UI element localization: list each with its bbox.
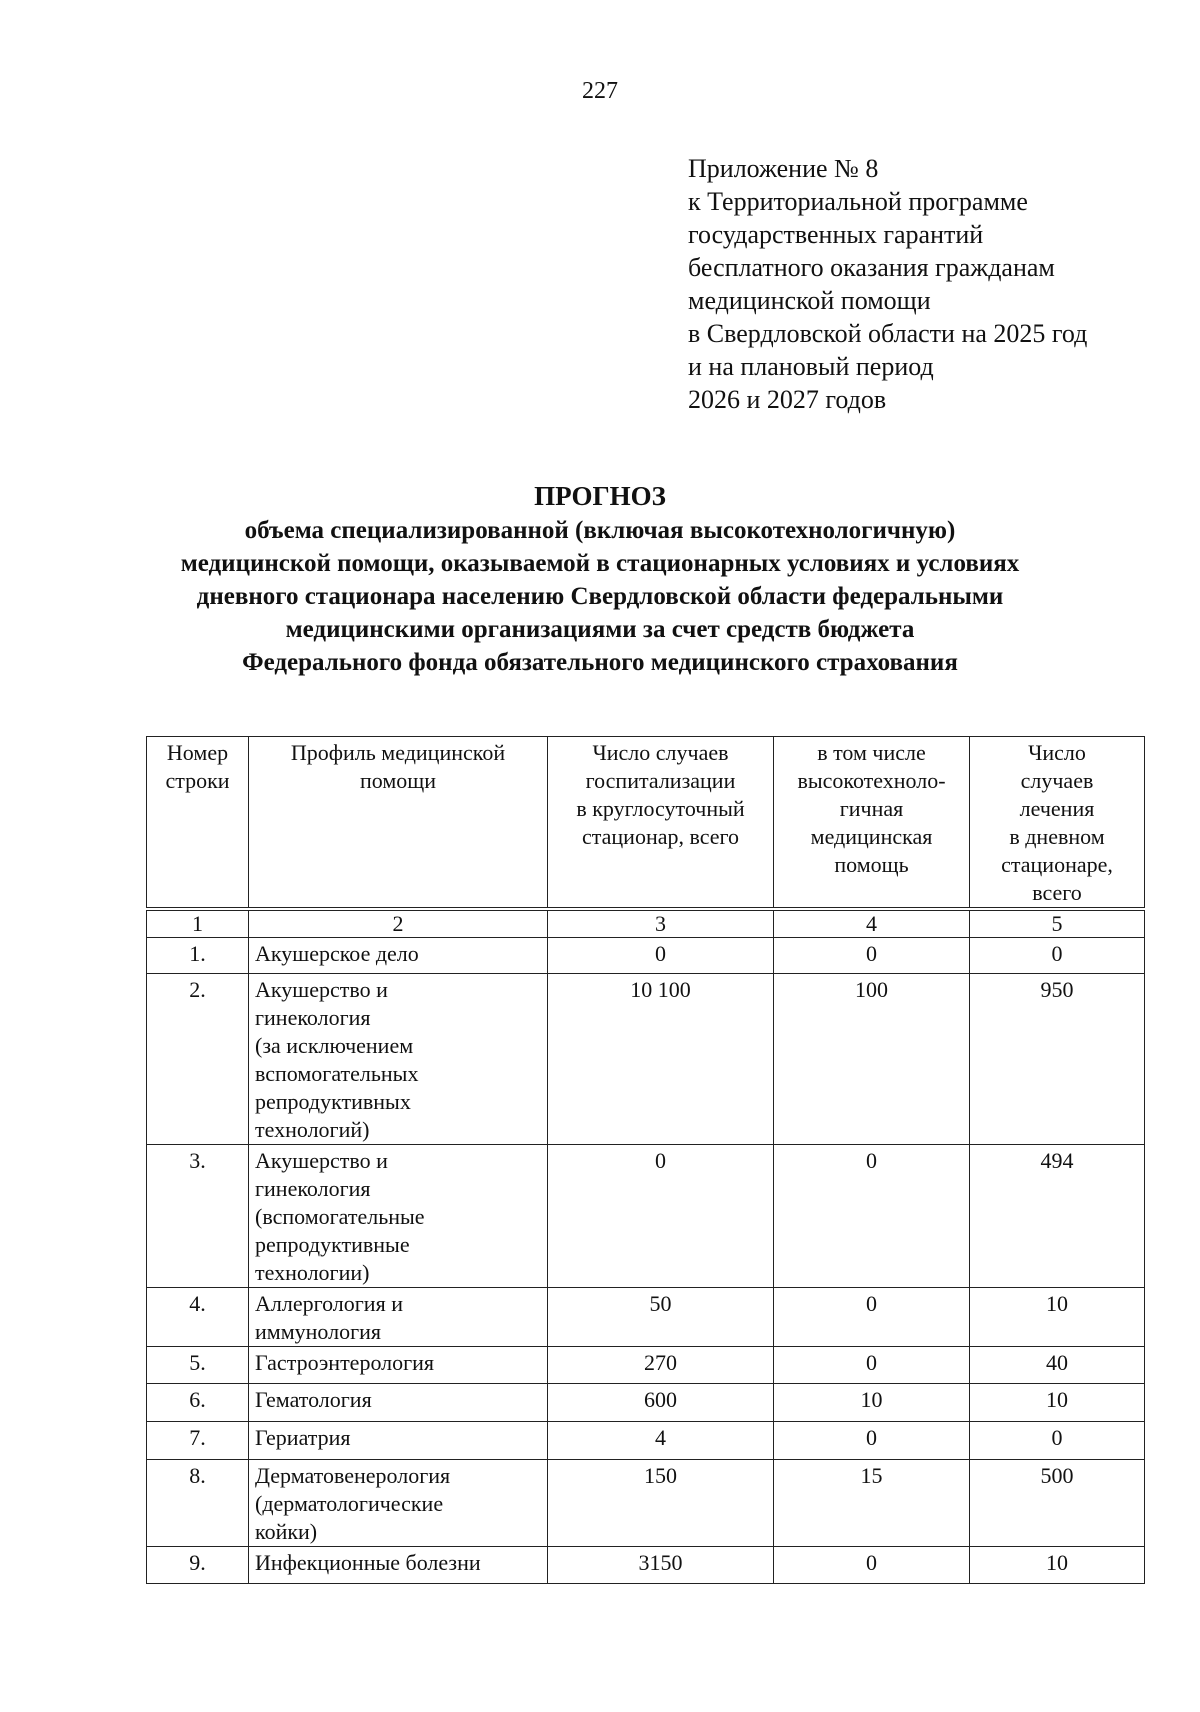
day-hospital-cell: 10	[970, 1547, 1145, 1584]
table-body	[147, 938, 1145, 1584]
document-subtitle-line: объема специализированной (включая высокотехнологичную)	[244, 517, 956, 544]
profile-cell: Гериатрия	[249, 1422, 548, 1460]
high-tech-cell: 15	[774, 1460, 970, 1547]
header-hospitalizations: Число случаев госпитализации в круглосуточный стационар, всего	[548, 737, 774, 910]
profile-cell: Гастроэнтерология	[249, 1347, 548, 1384]
row-number-cell: 5.	[147, 1347, 249, 1384]
hospitalizations-cell: 50	[548, 1288, 774, 1347]
day-hospital-cell: 950	[970, 974, 1145, 1145]
profile-cell: Инфекционные болезни	[249, 1547, 548, 1584]
table-row	[147, 1288, 1145, 1347]
day-hospital-cell: 10	[970, 1288, 1145, 1347]
high-tech-cell: 0	[774, 1288, 970, 1347]
appendix-line: Приложение № 8	[688, 154, 879, 183]
hospitalizations-cell: 10 100	[548, 974, 774, 1145]
row-number-cell: 4.	[147, 1288, 249, 1347]
profile-cell: Акушерство и гинекология (вспомогательные репродуктивные технологии)	[249, 1145, 548, 1288]
header-day-hospital: Число случаев лечения в дневном стационаре, всего	[970, 737, 1145, 910]
row-number-cell: 3.	[147, 1145, 249, 1288]
column-number: 5	[970, 909, 1145, 938]
row-number-cell: 1.	[147, 938, 249, 974]
header-row-number: Номер строки	[147, 737, 249, 910]
appendix-line: 2026 и 2027 годов	[688, 385, 887, 414]
column-number: 1	[147, 909, 249, 938]
day-hospital-cell: 40	[970, 1347, 1145, 1384]
high-tech-cell: 0	[774, 938, 970, 974]
day-hospital-cell: 500	[970, 1460, 1145, 1547]
high-tech-cell: 10	[774, 1384, 970, 1422]
document-subtitle-line: медицинской помощи, оказываемой в стационарных условиях и условиях	[180, 550, 1020, 577]
column-number-row	[147, 909, 1145, 938]
header-high-tech: в том числе высокотехноло- гичная медицинская помощь	[774, 737, 970, 910]
hospitalizations-cell: 0	[548, 1145, 774, 1288]
document-subtitle-line: Федерального фонда обязательного медицинского страхования	[242, 649, 958, 676]
profile-cell: Акушерство и гинекология (за исключением вспомогательных репродуктивных технологий)	[249, 974, 548, 1145]
row-number-cell: 8.	[147, 1460, 249, 1547]
hospitalizations-cell: 0	[548, 938, 774, 974]
document-subtitle-line: медицинскими организациями за счет средств бюджета	[285, 616, 915, 643]
table-row	[147, 1422, 1145, 1460]
hospitalizations-cell: 270	[548, 1347, 774, 1384]
table-row	[147, 1145, 1145, 1288]
table-row	[147, 1384, 1145, 1422]
day-hospital-cell: 494	[970, 1145, 1145, 1288]
appendix-note	[688, 152, 1148, 416]
document-title-block	[0, 478, 1200, 679]
profile-cell: Аллергология и иммунология	[249, 1288, 548, 1347]
profile-cell: Акушерское дело	[249, 938, 548, 974]
day-hospital-cell: 0	[970, 938, 1145, 974]
table-header-row	[147, 737, 1145, 910]
high-tech-cell: 0	[774, 1422, 970, 1460]
table-row	[147, 974, 1145, 1145]
column-number: 3	[548, 909, 774, 938]
high-tech-cell: 0	[774, 1145, 970, 1288]
hospitalizations-cell: 3150	[548, 1547, 774, 1584]
hospitalizations-cell: 150	[548, 1460, 774, 1547]
hospitalizations-cell: 600	[548, 1384, 774, 1422]
profile-cell: Гематология	[249, 1384, 548, 1422]
document-title: ПРОГНОЗ	[534, 481, 666, 511]
appendix-line: в Свердловской области на 2025 год	[688, 319, 1088, 348]
day-hospital-cell: 10	[970, 1384, 1145, 1422]
hospitalizations-cell: 4	[548, 1422, 774, 1460]
header-profile: Профиль медицинской помощи	[249, 737, 548, 910]
column-number: 2	[249, 909, 548, 938]
table-row	[147, 938, 1145, 974]
document-subtitle-line: дневного стационара населению Свердловской области федеральными	[196, 583, 1004, 610]
page-number: 227	[582, 78, 618, 104]
table-row	[147, 1547, 1145, 1584]
row-number-cell: 6.	[147, 1384, 249, 1422]
appendix-line: медицинской помощи	[688, 286, 931, 315]
row-number-cell: 2.	[147, 974, 249, 1145]
high-tech-cell: 0	[774, 1547, 970, 1584]
appendix-line: государственных гарантий	[688, 220, 984, 249]
profile-cell: Дерматовенерология (дерматологические койки)	[249, 1460, 548, 1547]
forecast-table	[146, 736, 1145, 1584]
day-hospital-cell: 0	[970, 1422, 1145, 1460]
table-row	[147, 1460, 1145, 1547]
row-number-cell: 7.	[147, 1422, 249, 1460]
appendix-line: бесплатного оказания гражданам	[688, 253, 1055, 282]
appendix-line: к Территориальной программе	[688, 187, 1028, 216]
high-tech-cell: 100	[774, 974, 970, 1145]
row-number-cell: 9.	[147, 1547, 249, 1584]
appendix-line: и на плановый период	[688, 352, 934, 381]
high-tech-cell: 0	[774, 1347, 970, 1384]
table-row	[147, 1347, 1145, 1384]
column-number: 4	[774, 909, 970, 938]
